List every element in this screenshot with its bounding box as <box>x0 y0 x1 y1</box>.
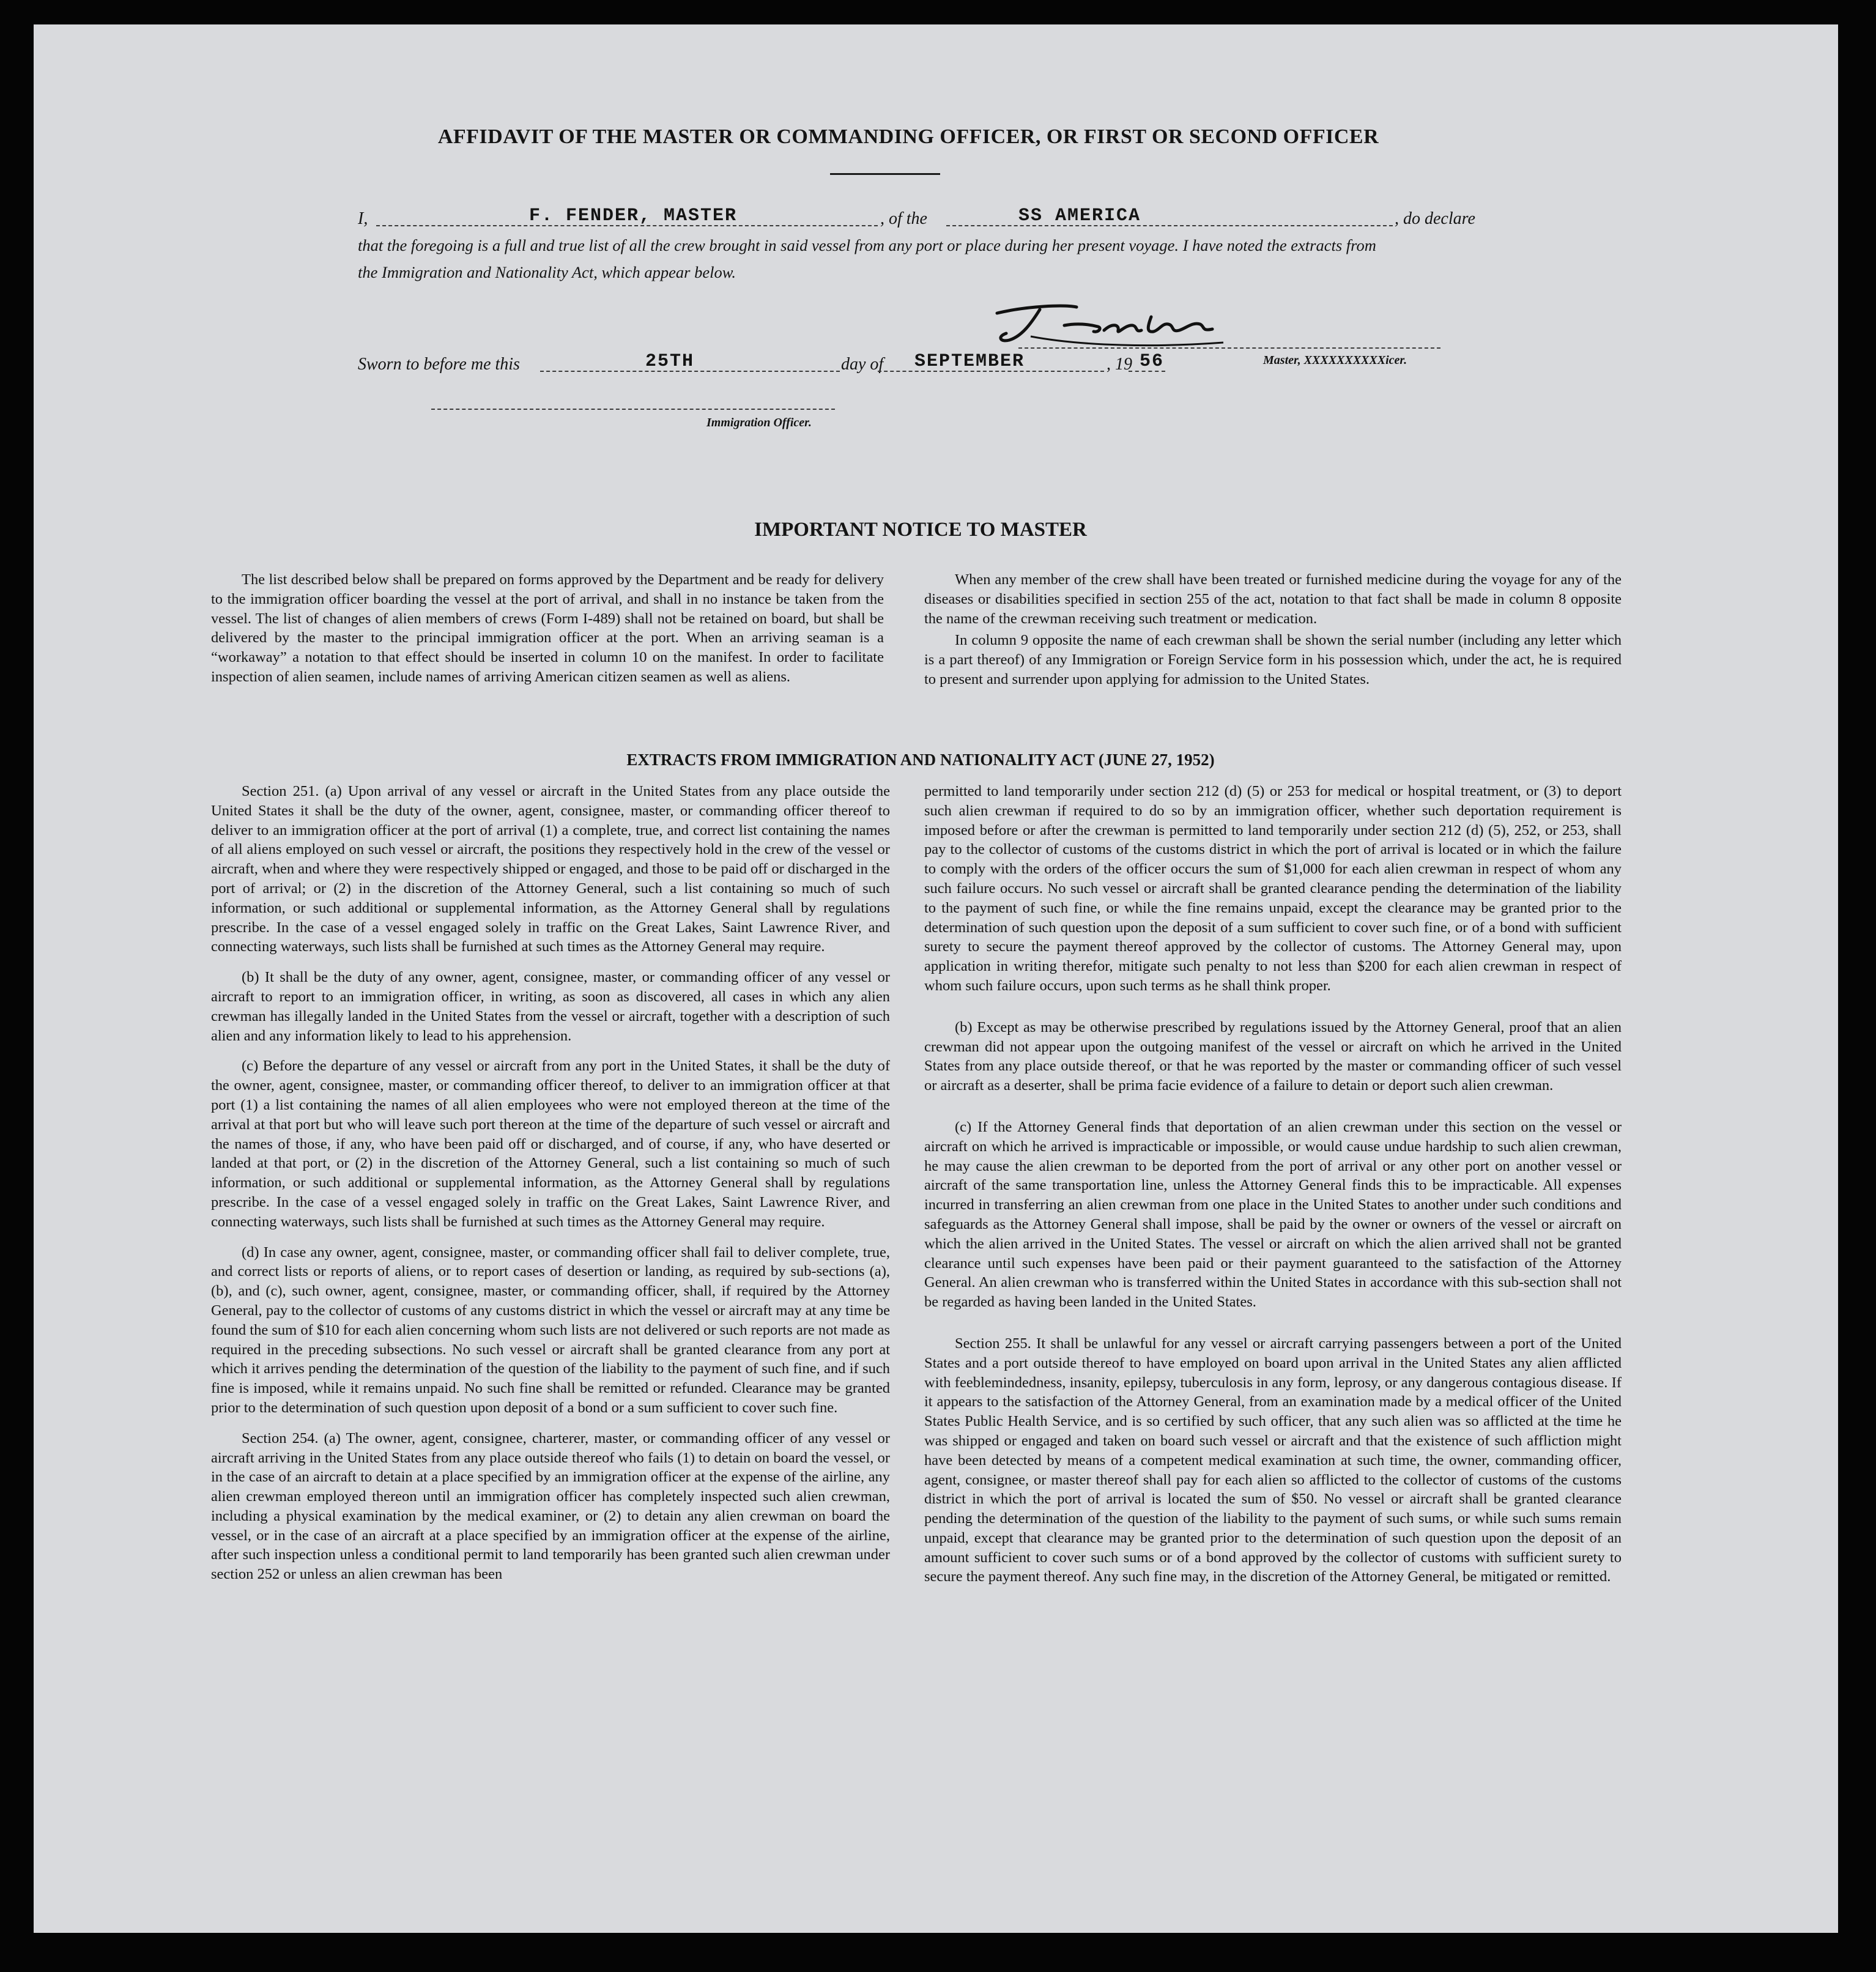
day-of-label: day of <box>841 355 884 374</box>
section-251-d: (d) In case any owner, agent, consignee, master, or commanding officer shall fail to deliver complete, true, and correct lists or reports of aliens, or to report cases of desertion or landing, as required by sub-sections (a), (b), and (c), such owner, agent, consignee, master, or commanding officer, shall, if required by the Attorney General, pay to the collector of customs of any customs district in which the vessel or aircraft may at any time be found the sum of $10 for each alien concerning whom such lists are not delivered or such reports are not made as required in the preceding subsections. No such vessel or aircraft shall be granted clearance from any port at which it arrives pending the determination of the question of the liability to the payment of such fine, and if such fine is imposed, while it remains unpaid. No such fine shall be remitted or refunded. Clearance may be granted prior to the determination of such question upon deposit of a bond or a sum sufficient to cover such fine. <box>211 1244 890 1416</box>
prefix-i: I, <box>358 209 368 228</box>
notice-right-paragraph-1: When any member of the crew shall have been treated or furnished medicine during the voyage for any of the diseases or disabilities specified in section 255 of the act, notation to that fact shall be made in column 8 opposite the name of the crewman receiving such treatment or medication. <box>924 571 1622 627</box>
notice-right-paragraph-2: In column 9 opposite the name of each crewman shall be shown the serial number (including any letter which is a part thereof) of any Immigration or Foreign Service form in his possession which, under the act, he is required to present and surrender upon applying for admission to the United States. <box>924 632 1622 688</box>
affidavit-title: AFFIDAVIT OF THE MASTER OR COMMANDING OFFICER, OR FIRST OR SECOND OFFICER <box>437 125 1379 148</box>
section-254-a: Section 254. (a) The owner, agent, consignee, charterer, master, or commanding officer of any vessel or aircraft arriving in the United States from any place outside thereof who fails (1) to detain on board the vessel, or in the case of an aircraft to detain at a place specified by an immigration officer at the expense of the airline, any alien crewman employed thereon until an immigration officer has completely inspected such alien crewman, including a physical examination by the medical examiner, or (2) to detain any alien crewman on board the vessel, or in the case of an aircraft at a place specified by an immigration officer at the expense of the airline, after such inspection unless a conditional permit to land temporarily has been granted such alien crewman under section 252 or unless an alien crewman has been <box>211 1429 890 1583</box>
notice-title: IMPORTANT NOTICE TO MASTER <box>754 519 1087 541</box>
master-name-value: F. FENDER, MASTER <box>529 206 738 226</box>
notice-right-column <box>924 570 1622 700</box>
immigration-officer-caption: Immigration Officer. <box>706 416 812 429</box>
signature-line <box>1018 347 1440 349</box>
section-254-c: (c) If the Attorney General finds that deportation of an alien crewman under this section on the vessel or aircraft on which he arrived is impracticable or impossible, or would cause undue hardship to such alien crewman, he may cause the alien crewman to be deported from the port of arrival or any other port on another vessel or aircraft of the same transportation line, unless the Attorney General finds this to be impracticable. All expenses incurred in transferring an alien crewman from one place in the United States to another under such conditions and safeguards as the Attorney General shall impose, shall be paid by the owner or owners of the vessel or aircraft on which the alien arrived in the United States. The vessel or aircraft on which the alien arrived shall not be granted clearance until such expenses have been paid or their payment guaranteed to the satisfaction of the Attorney General. An alien crewman who is transferred within the United States in accordance with this sub-section shall not be regarded as having been landed in the United States. <box>924 1118 1622 1311</box>
title-underline <box>830 173 940 175</box>
vessel-name-value: SS AMERICA <box>1018 206 1141 226</box>
document-page <box>34 24 1838 1933</box>
extracts-title: EXTRACTS FROM IMMIGRATION AND NATIONALITY ACT (JUNE 27, 1952) <box>626 751 1215 769</box>
extracts-right-column <box>924 782 1622 1598</box>
sworn-month-value: SEPTEMBER <box>914 351 1025 372</box>
declaration-line-1: that the foregoing is a full and true list of all the crew brought in said vessel from any port or place during her present voyage. I have noted the extracts from <box>358 236 1376 254</box>
section-255: Section 255. It shall be unlawful for any vessel or aircraft carrying passengers between a port of the United States and a port outside thereof to have employed on board upon arrival in the United States any alien afflicted with feeblemindedness, insanity, epilepsy, tuberculosis in any form, leprosy, or any dangerous contagious disease. If it appears to the satisfaction of the Attorney General, from an examination made by a medical officer of the United States Public Health Service, and is so certified by such officer, that any such alien was so afflicted at the time he was shipped or engaged and taken on board such vessel or aircraft and that the existence of such affliction might have been detected by means of a competent medical examination at such time, the owner, commanding officer, agent, consignee, or master thereof shall pay for each alien so afflicted to the collector of customs of the customs district in which the port of arrival is located the sum of $50. No vessel or aircraft shall be granted clearance pending the determination of the question of the liability to the payment of such sums, or while such sums remain unpaid, except that clearance may be granted prior to the determination of such question upon the deposit of an amount sufficient to cover such sums or of a bond approved by the collector of customs with sufficient surety to secure the payment thereof. Any such fine may, in the discretion of the Attorney General, be mitigated or remitted. <box>924 1335 1622 1585</box>
sworn-label: Sworn to before me this <box>358 355 520 374</box>
declaration-line-2: the Immigration and Nationality Act, which appear below. <box>358 263 736 281</box>
section-251-b: (b) It shall be the duty of any owner, agent, consignee, master, or commanding officer of any vessel or aircraft to report to an immigration officer, in writing, as soon as discovered, all cases in which any alien crewman has illegally landed in the United States from the vessel or aircraft, together with a description of such alien and any information likely to lead to his apprehension. <box>211 969 890 1044</box>
vessel-name-line <box>946 225 1393 226</box>
notice-left-column <box>211 570 884 698</box>
sworn-day-value: 25TH <box>645 351 695 372</box>
immigration-officer-line <box>431 409 835 410</box>
sworn-year-value: 56 <box>1140 351 1165 372</box>
year-prefix: , 19 <box>1107 355 1132 374</box>
notice-left-paragraph: The list described below shall be prepared on forms approved by the Department and be ready for delivery to the immigration officer boarding the vessel at the port of arrival, and shall in no instance be taken from the vessel. The list of changes of alien members of crews (Form I-489) shall not be retained on board, but shall be delivered by the master to the principal immigration officer at the port. When an arriving seaman is a “workaway” a notation to that effect should be inserted in column 10 on the manifest. In order to facilitate inspection of alien seamen, include names of arriving American citizen seamen as well as aliens. <box>211 571 884 685</box>
sworn-year-line <box>1129 371 1165 372</box>
section-251-a: Section 251. (a) Upon arrival of any vessel or aircraft in the United States from any place outside the United States it shall be the duty of the owner, agent, consignee, master, or commanding officer thereof to deliver to an immigration officer at the port of arrival (1) a complete, true, and correct list containing the names of all aliens employed on such vessel or aircraft, the positions they respectively hold in the crew of the vessel or aircraft, when and where they were respectively shipped or engaged, and those to be paid off or discharged in the port of arrival; or (2) in the discretion of the Attorney General, such a list containing so much of such information, or such additional or supplemental information, as the Attorney General shall by regulations prescribe. In the case of a vessel engaged solely in traffic on the Great Lakes, Saint Lawrence River, and connecting waterways, such lists shall be furnished at such times as the Attorney General may require. <box>211 783 890 955</box>
signature-caption: Master, XXXXXXXXXXicer. <box>1263 354 1407 367</box>
do-declare-label: , do declare <box>1395 209 1475 228</box>
section-254-b: (b) Except as may be otherwise prescribed by regulations issued by the Attorney General, proof that an alien crewman did not appear upon the outgoing manifest of the vessel or aircraft on which he arrived in the United States from any place outside thereof, or that he was reported by the master or commanding officer of such vessel or aircraft as a deserter, shall be prima facie evidence of a failure to detain or deport such alien crewman. <box>924 1018 1622 1094</box>
of-the-label: , of the <box>880 209 927 228</box>
section-251-c: (c) Before the departure of any vessel or aircraft from any port in the United States, it shall be the duty of the owner, agent, consignee, master, or commanding officer thereof, to deliver to an immigration officer at that port (1) a list containing the names of all alien employees who were not employed thereon at the time of the arrival at that port but who will leave such port thereon at the time of the departure of such vessel or aircraft and the names of those, if any, who have been paid off or discharged, and of course, if any, who have deserted or landed at that port, or (2) in the discretion of the Attorney General, such a list containing so much of such information, or such additional or supplemental information, as the Attorney General shall by regulations prescribe. In the case of a vessel engaged solely in traffic on the Great Lakes, Saint Lawrence River, and connecting waterways, such lists shall be furnished at such times as the Attorney General may require. <box>211 1058 890 1230</box>
master-signature <box>973 287 1229 355</box>
extracts-left-column <box>211 782 890 1595</box>
section-254-a-continued: permitted to land temporarily under section 212 (d) (5) or 253 for medical or hospital treatment, or (3) to deport such alien crewman if required to do so by an immigration officer, whether such deportation requirement is imposed before or after the crewman is permitted to land temporarily under section 212 (d) (5), 252, or 253, shall pay to the collector of customs of the customs district in which the port of arrival is located or in which the failure to comply with the orders of the officer occurs the sum of $1,000 for each alien crewman in respect of whom any such failure occurs. No such vessel or aircraft shall be granted clearance pending the determination of the liability to the payment of such fine, or while the fine remains unpaid, except the clearance may be granted prior to the determination of such question upon the deposit of a sum sufficient to cover such fine, or of a bond with sufficient surety to secure the payment thereof approved by the collector of customs. The Attorney General may, upon application in writing therefor, mitigate such penalty to not less than $200 for each alien crewman in respect of whom such failure occurs, upon such terms as he shall think proper. <box>924 783 1622 994</box>
